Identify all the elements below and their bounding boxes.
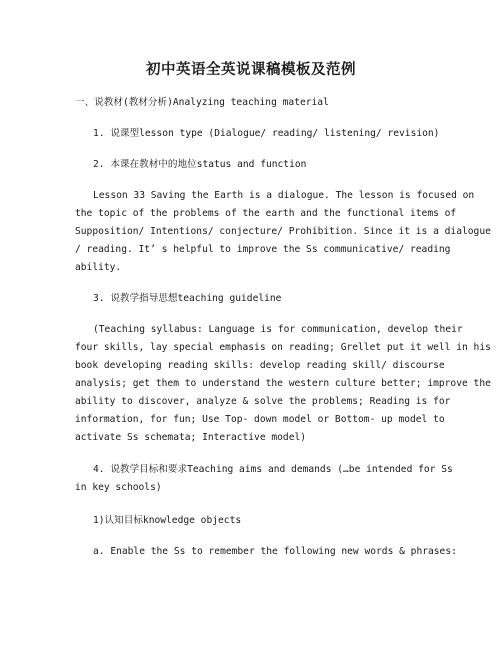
paragraph-teaching-guideline (75, 321, 491, 447)
item-knowledge-objects: 1)认知目标knowledge objects (93, 515, 242, 526)
paragraph-line: Lesson 33 Saving the Earth is a dialogue. The lesson is focused on (93, 190, 475, 201)
item-new-words: a. Enable the Ss to remember the following new words & phrases: (93, 546, 457, 557)
paragraph-line: information, for fun; Use Top- down model or Bottom- up model to (75, 414, 445, 425)
item-status-function: 2. 本课在教材中的地位status and function (93, 159, 307, 170)
paragraph-line: activate Ss schemata; Interactive model) (75, 432, 307, 443)
paragraph-line: in key schools) (75, 482, 162, 493)
paragraph-lesson-33 (75, 187, 491, 277)
paragraph-line: four skills, lay special emphasis on reading; Grellet put it well in his (75, 342, 491, 353)
section-heading-analyzing-material: 一、说教材(教材分析)Analyzing teaching material (75, 97, 329, 108)
item-teaching-guideline: 3. 说教学指导思想teaching guideline (93, 293, 282, 304)
paragraph-line: (Teaching syllabus: Language is for communication, develop their (93, 324, 463, 335)
paragraph-line: / reading. It’ s helpful to improve the Ss communicative/ reading (75, 244, 451, 255)
paragraph-line: the topic of the problems of the earth and the functional items of (75, 208, 457, 219)
paragraph-line: analysis; get them to understand the western culture better; improve the (75, 378, 491, 389)
paragraph-line: ability. (75, 262, 122, 273)
paragraph-line: Supposition/ Intentions/ conjecture/ Prohibition. Since it is a dialogue (75, 226, 491, 237)
document-title: 初中英语全英说课稿模板及范例 (146, 62, 356, 78)
paragraph-line: ability to discover, analyze & solve the problems; Reading is for (75, 396, 451, 407)
paragraph-line: book developing reading skills: develop reading skill/ discourse (75, 360, 445, 371)
paragraph-line: 4. 说教学目标和要求Teaching aims and demands (…be intended for Ss (93, 464, 453, 475)
item-lesson-type: 1. 说课型lesson type (Dialogue/ reading/ listening/ revision) (93, 128, 440, 139)
item-teaching-aims (75, 461, 453, 497)
